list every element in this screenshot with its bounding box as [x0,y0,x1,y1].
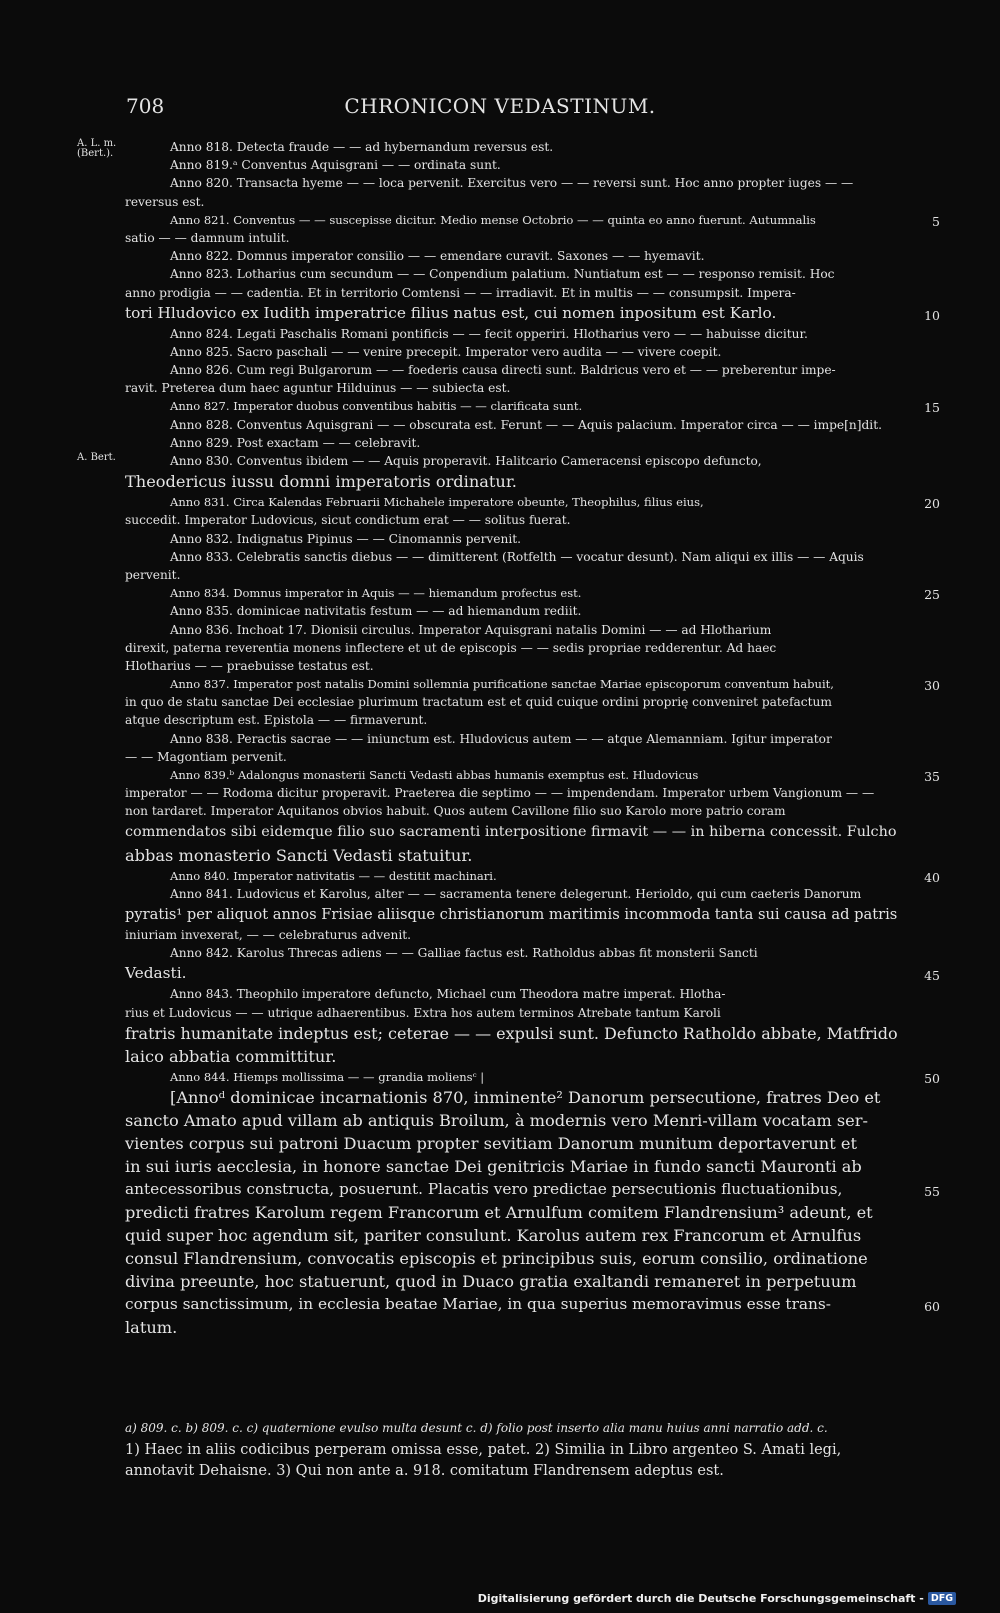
line-number: 20 [924,496,940,512]
text-line [125,1004,905,1022]
text-line [125,379,905,397]
line-text: Anno 841. Ludovicus et Karolus, alter — — sacramenta tenere delegerunt. Herioldo, qui cum caeteris Danorum [170,886,862,901]
line-text: antecessoribus constructa, posuerunt. Placatis vero predictae persecutionis fluctuationibus, [125,1179,843,1198]
text-line [125,926,905,944]
line-text: in quo de statu sanctae Dei ecclesiae plurimum tractatum est et quid cuique ordini proprię conveniret patefactum [125,695,832,710]
text-line [125,1068,940,1086]
line-text: Theodericus iussu domni imperatoris ordinatur. [125,472,517,492]
line-text: [Annoᵈ dominicae incarnationis 870, inminente² Danorum persecutione, fratres Deo et [170,1087,881,1107]
text-line [125,247,905,265]
text-line [125,325,905,343]
line-text: sancto Amato apud villam ab antiquis Broilum, à modernis vero Menri-villam vocatam ser- [125,1110,868,1130]
line-number: 10 [924,307,940,323]
text-line [125,867,940,885]
line-text: fratris humanitate indeptus est; ceterae — — expulsi sunt. Defuncto Ratholdo abbate, Matfrido [125,1023,898,1043]
line-text: Hlotharius — — praebuisse testatus est. [125,658,374,673]
page-header [0,94,1000,124]
line-text: Anno 836. Inchoat 17. Dionisii circulus. Imperator Aquisgrani natalis Domini — — ad Hlotharium [170,622,772,637]
line-number: 50 [924,1070,940,1086]
line-text: Anno 838. Peractis sacrae — — iniunctum est. Hludovicus autem — — atque Alemanniam. Igitur imperator [170,731,832,746]
line-number: 25 [924,587,940,603]
text-line [125,470,905,493]
dfg-logo: DFG [928,1592,956,1605]
line-text: Anno 825. Sacro paschali — — venire precepit. Imperator vero audita — — vivere coepit. [170,344,722,359]
line-text: in sui iuris aecclesia, in honore sanctae Dei genitricis Mariae in fundo sancti Mauronti ab [125,1156,862,1176]
line-text: Anno 844. Hiemps mollissima — — grandia moliensᶜ | [170,1069,485,1084]
line-text: vientes corpus sui patroni Duacum propter sevitiam Danorum munitum deportaverunt et [125,1133,857,1153]
line-text: Anno 830. Conventus ibidem — — Aquis properavit. Halitcario Cameracensi episcopo defuncto, [170,454,762,468]
text-line [125,602,905,620]
line-text: abbas monasterio Sancti Vedasti statuitur. [125,845,473,865]
text-line [125,193,905,211]
line-text: Anno 823. Lotharius cum secundum — — Conpendium palatium. Nuntiatum est — — responso remisit. Hoc [170,267,835,282]
line-text: satio — — damnum intulit. [125,230,290,245]
text-line [125,493,940,512]
text-line [125,844,905,867]
line-number: 60 [924,1298,940,1314]
line-text: succedit. Imperator Ludovicus, sicut condictum erat — — solitus fuerat. [125,513,571,528]
text-line [125,784,905,802]
text-line [77,452,905,470]
footnotes [125,1418,925,1482]
line-text: Anno 818. Detecta fraude — — ad hybernandum reversus est. [170,140,554,154]
text-line [125,639,905,657]
text-line [125,229,905,247]
text-line [125,211,940,229]
text-line [125,985,905,1003]
line-number: 55 [924,1183,940,1199]
line-text: consul Flandrensium, convocatis episcopis et principibus suis, eorum consilio, ordinatione [125,1248,868,1268]
text-line [125,361,905,379]
line-text: imperator — — Rodoma dicitur properavit. Praeterea die septimo — — impendendam. Imperator urbem Vangionum — — [125,786,875,801]
line-text: Vedasti. [125,964,187,983]
text-line [125,693,905,711]
text-line [125,1247,905,1270]
line-text: reversus est. [125,194,205,209]
text-line [125,548,905,566]
line-text: — — Magontiam pervenit. [125,749,287,764]
line-text: corpus sanctissimum, in ecclesia beatae Mariae, in qua superius memoravimus esse trans- [125,1294,831,1313]
text-line [125,434,905,452]
line-text: quid super hoc agendum sit, pariter consulunt. Karolus autem rex Francorum et Arnulfus [125,1225,862,1245]
line-number: 35 [924,769,940,784]
line-text: iniuriam invexerat, — — celebraturus advenit. [125,927,411,942]
text-line [125,1270,905,1293]
line-text: direxit, paterna reverentia monens inflectere et ut de episcopis — — sedis propriae redderentur. Ad haec [125,640,777,655]
text-line [125,657,905,675]
line-text: Anno 832. Indignatus Pipinus — — Cinomannis pervenit. [170,531,522,546]
text-line [125,675,940,694]
source-siglum: A. L. m. (Bert.). [77,138,117,159]
page-number: 708 [126,94,165,118]
footnote-line: annotavit Dehaisne. 3) Qui non ante a. 918. comitatum Flandrensem adeptus est. [125,1463,724,1479]
line-text: Anno 827. Imperator duobus conventibus habitis — — clarificata sunt. [170,399,583,414]
line-text: pyratis¹ per aliquot annos Frisiae aliisque christianorum maritimis incommoda tanta sui causa ad patris [125,905,898,923]
line-text: Anno 840. Imperator nativitatis — — destitit machinari. [170,868,497,883]
line-text: Anno 842. Karolus Threcas adiens — — Galliae factus est. Ratholdus abbas fit monsterii Sancti [170,946,758,961]
text-line [125,1201,905,1224]
text-line [125,397,940,416]
text-line [125,343,905,361]
line-text: ravit. Preterea dum haec aguntur Hilduinus — — subiecta est. [125,381,511,396]
line-text: Anno 821. Conventus — — suscepisse dicitur. Medio mense Octobrio — — quinta eo anno fuerunt. Autumnalis [170,212,816,227]
text-line [125,962,940,985]
text-line [125,1086,905,1109]
text-line [125,265,905,283]
line-text: pervenit. [125,567,181,582]
line-text: Anno 819.ᵃ Conventus Aquisgrani — — ordinata sunt. [170,158,501,173]
line-text: Anno 831. Circa Kalendas Februarii Michahele imperatore obeunte, Theophilus, filius eius, [170,495,704,510]
text-line [125,730,905,748]
running-title: CHRONICON VEDASTINUM. [344,94,656,118]
text-line [125,1178,940,1201]
line-text: atque descriptum est. Epistola — — firmaverunt. [125,713,428,728]
line-text: Anno 839.ᵇ Adalongus monasterii Sancti Vedasti abbas humanis exemptus est. Hludovicus [170,768,699,782]
line-text: tori Hludovico ex Iudith imperatrice filius natus est, cui nomen inpositum est Karlo. [125,303,777,322]
text-line [125,511,905,529]
text-line [125,1293,940,1316]
funding-text: Digitalisierung gefördert durch die Deutsche Forschungsgemeinschaft - [477,1591,924,1605]
text-line [125,821,905,844]
line-text: Anno 835. dominicae nativitatis festum — — ad hiemandum rediit. [170,604,582,619]
line-text: Anno 824. Legati Paschalis Romani pontificis — — fecit opperiri. Hlotharius vero — — habuisse dicitur. [170,326,808,341]
text-line [125,284,905,302]
critical-apparatus: a) 809. c. b) 809. c. c) quaternione evulso multa desunt c. d) folio post inserto alia manu huius anni narratio add. c. [125,1421,828,1435]
text-line [125,416,905,434]
funding-notice [478,1592,956,1606]
text-line [125,802,905,820]
line-text: Anno 834. Domnus imperator in Aquis — — hiemandum profectus est. [170,586,582,601]
text-line [125,944,905,962]
text-line [125,1155,905,1178]
text-line [125,1316,905,1339]
text-line [125,584,940,603]
line-text: latum. [125,1317,178,1337]
text-line [125,711,905,729]
text-line [125,1109,905,1132]
line-number: 45 [924,968,940,984]
text-line [125,156,905,174]
line-text: rius et Ludovicus — — utrique adhaerentibus. Extra hos autem terminos Atrebate tantum Karoli [125,1005,721,1020]
line-text: predicti fratres Karolum regem Francorum et Arnulfum comitem Flandrensium³ adeunt, et [125,1202,873,1222]
text-line [125,748,905,766]
text-line [125,302,940,325]
line-text: anno prodigia — — cadentia. Et in territorio Comtensi — — irradiavit. Et in multis — — consumpsit. Impera- [125,285,796,300]
line-text: Anno 833. Celebratis sanctis diebus — — dimitterent (Rotfelth — vocatur desunt). Nam aliqui ex illis — — Aquis [170,549,864,564]
line-number: 40 [924,869,940,885]
line-text: Anno 822. Domnus imperator consilio — — emendare curavit. Saxones — — hyemavit. [170,249,705,264]
line-text: Anno 829. Post exactam — — celebravit. [170,435,421,450]
source-siglum: A. Bert. [77,452,116,463]
text-line [125,766,940,784]
text-line [125,1022,905,1045]
line-text: divina preeunte, hoc statuerunt, quod in Duaco gratia exaltandi remaneret in perpetuum [125,1271,857,1291]
line-number: 30 [924,678,940,694]
line-text: Anno 828. Conventus Aquisgrani — — obscurata est. Ferunt — — Aquis palacium. Imperator circa — — impe[n]dit. [170,417,882,432]
line-number: 5 [932,213,940,229]
footnote-line: 1) Haec in aliis codicibus perperam omissa esse, patet. 2) Similia in Libro argenteo S. Amati legi, [125,1442,842,1458]
text-line [125,530,905,548]
line-text: non tardaret. Imperator Aquitanos obvios habuit. Quos autem Cavillone filio suo Karolo more patrio coram [125,804,786,819]
text-line [125,1224,905,1247]
line-text: Anno 820. Transacta hyeme — — loca pervenit. Exercitus vero — — reversi sunt. Hoc anno propter iuges — — [170,176,854,191]
text-line [125,1045,905,1068]
line-text: commendatos sibi eidemque filio suo sacramenti interpositione firmavit — — in hiberna concessit. Fulcho [125,823,897,840]
text-line [125,1132,905,1155]
line-text: laico abbatia committitur. [125,1046,337,1066]
line-text: Anno 837. Imperator post natalis Domini sollemnia purificatione sanctae Mariae episcoporum conventum habuit, [170,677,834,692]
text-line [125,621,905,639]
chronicle-text [77,138,940,1339]
text-line [125,566,905,584]
line-number: 15 [924,400,940,416]
text-line [125,174,905,192]
line-text: Anno 826. Cum regi Bulgarorum — — foederis causa directi sunt. Baldricus vero et — — preberentur impe- [170,363,836,378]
text-line [77,138,905,159]
text-line [125,885,905,903]
text-line [125,903,905,926]
line-text: Anno 843. Theophilo imperatore defuncto, Michael cum Theodora matre imperat. Hlotha- [170,987,726,1002]
